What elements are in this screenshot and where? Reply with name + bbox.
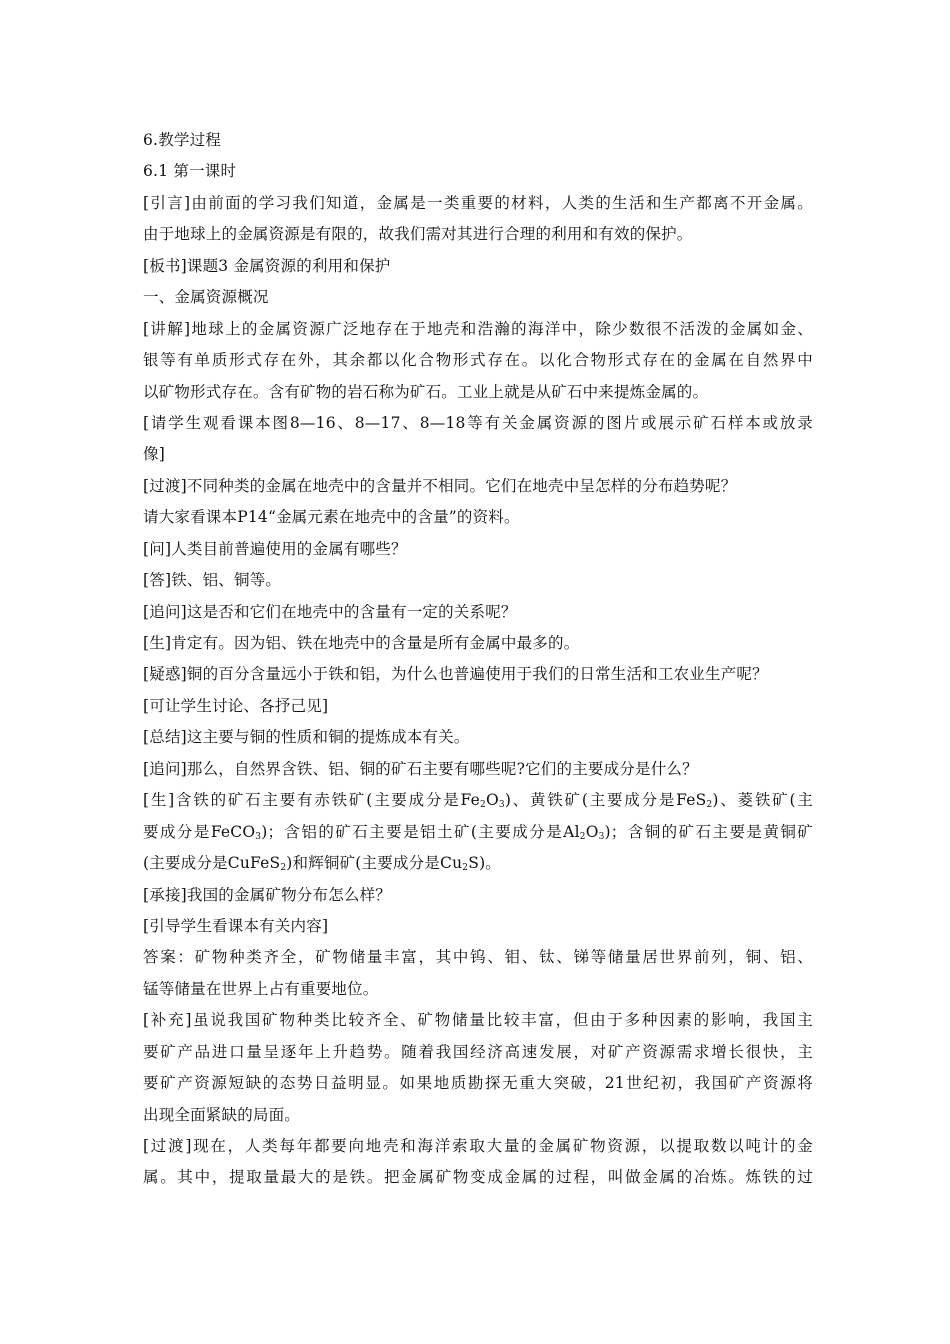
paragraph-line: 一、金属资源概况 [143, 288, 269, 307]
paragraph-line: [可让学生讨论、各抒己见] [143, 696, 329, 715]
paragraph-line: [生]肯定有。因为铝、铁在地壳中的含量是所有金属中最多的。 [143, 634, 580, 652]
section-heading: 6.教学过程 [143, 131, 221, 149]
paragraph-line: (主要成分是CuFeS$_2$)和辉铜矿(主要成分是$Cu_2S$)。 [143, 854, 502, 874]
paragraph-line: 属。其中，提取量最大的是铁。把金属矿物变成金属的过程，叫做金属的冶炼。炼铁的过 [143, 1168, 813, 1187]
paragraph-line: [过渡]现在，人类每年都要向地壳和海洋索取大量的金属矿物资源，以提取数以吨计的金 [143, 1137, 813, 1155]
paragraph-line: [板书]课题3 金属资源的利用和保护 [143, 256, 391, 275]
paragraph-line: [答]铁、铝、铜等。 [143, 571, 282, 590]
paragraph-line: [生]含铁的矿石主要有赤铁矿(主要成分是$Fe_2O_3$)、黄铁矿(主要成分是FeS$_2$)、菱铁矿(主 [143, 791, 813, 811]
paragraph-line: 要矿产品进口量呈逐年上升趋势。随着我国经济高速发展，对矿产资源需求增长很快，主 [143, 1042, 813, 1061]
paragraph-line: [引导学生看课本有关内容] [143, 916, 329, 935]
paragraph-line: 答案：矿物种类齐全，矿物储量丰富，其中钨、钼、钛、锑等储量居世界前列，铜、铝、 [143, 948, 813, 967]
paragraph-line: 请大家看课本P14“金属元素在地壳中的含量”的资料。 [143, 508, 520, 527]
paragraph-line: [追问]这是否和它们在地壳中的含量有一定的关系呢？ [143, 602, 517, 621]
paragraph-line: 由于地球上的金属资源是有限的，故我们需对其进行合理的利用和有效的保护。 [143, 225, 693, 244]
paragraph-line: [疑惑]铜的百分含量远小于铁和铝，为什么也普遍使用于我们的日常生活和工农业生产呢？ [143, 665, 768, 684]
paragraph-line: 以矿物形式存在。含有矿物的岩石称为矿石。工业上就是从矿石中来提炼金属的。 [143, 382, 709, 401]
chemical-formula: CuFeS$_2$ [227, 854, 287, 874]
paragraph-line: 银等有单质形式存在外，其余都以化合物形式存在。以化合物形式存在的金属在自然界中 [143, 351, 813, 370]
document-body [143, 125, 813, 1194]
chemical-formula: FeS$_2$ [676, 791, 713, 811]
paragraph-line: 要矿产资源短缺的态势日益明显。如果地质勘探无重大突破，21世纪初，我国矿产资源将 [143, 1074, 813, 1093]
paragraph-line: 出现全面紧缺的局面。 [143, 1105, 301, 1124]
paragraph-line: [总结]这主要与铜的性质和铜的提炼成本有关。 [143, 728, 470, 747]
chemical-formula: FeCO$_3$ [210, 822, 262, 842]
paragraph-line: 像] [143, 445, 165, 464]
paragraph-line: 要成分是FeCO$_3$)；含铝的矿石主要是铝土矿(主要成分是$Al_2O_3$)；含铜的矿石主要是黄铜矿 [143, 822, 813, 842]
paragraph-line: [讲解]地球上的金属资源广泛地存在于地壳和浩瀚的海洋中，除少数很不活泼的金属如金、 [143, 319, 813, 338]
paragraph-line: 锰等储量在世界上占有重要地位。 [143, 979, 379, 998]
chemical-formula: $Cu_2S$ [440, 854, 480, 874]
paragraph-line: [追问]那么，自然界含铁、铝、铜的矿石主要有哪些呢?它们的主要成分是什么？ [143, 759, 698, 778]
paragraph-line: [承接]我国的金属矿物分布怎么样？ [143, 885, 391, 904]
paragraph-line: [过渡]不同种类的金属在地壳中的含量并不相同。它们在地壳中呈怎样的分布趋势呢？ [143, 476, 737, 495]
subsection-heading: 6.1 第一课时 [143, 162, 237, 181]
chemical-formula: $Al_2O_3$ [563, 822, 605, 842]
paragraph-line: [问]人类目前普遍使用的金属有哪些？ [143, 539, 407, 558]
paragraph-line: [补充]虽说我国矿物种类比较齐全、矿物储量比较丰富，但由于多种因素的影响，我国主 [143, 1011, 813, 1030]
paragraph-line: [引言]由前面的学习我们知道，金属是一类重要的材料，人类的生活和生产都离不开金属。 [143, 193, 813, 212]
chemical-formula: $Fe_2O_3$ [460, 791, 505, 811]
paragraph-line: [请学生观看课本图8—16、8—17、8—18等有关金属资源的图片或展示矿石样本或放录 [143, 413, 813, 432]
